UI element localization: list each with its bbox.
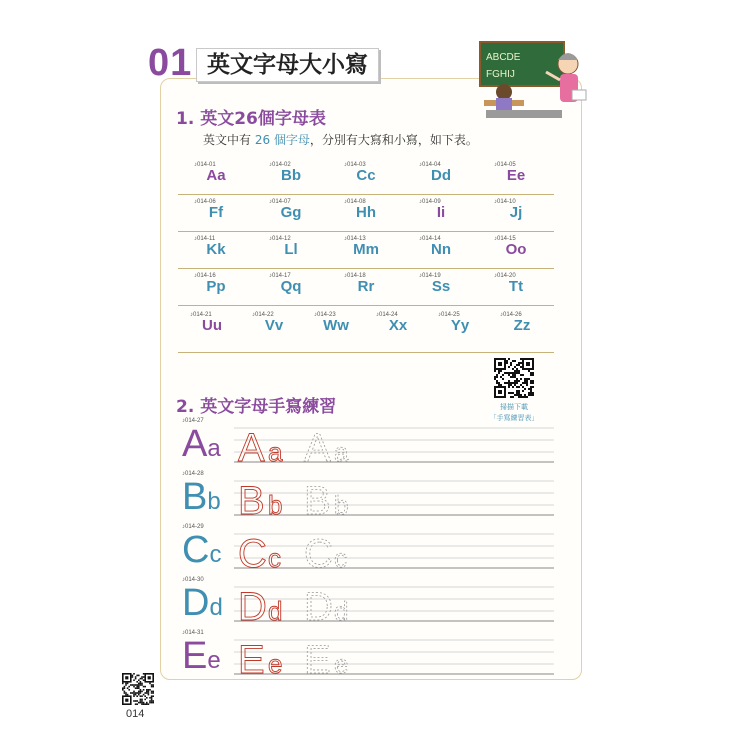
trace-lowercase-guided: c <box>268 543 281 570</box>
letter-pair: Gg <box>280 204 302 221</box>
letter-cell[interactable] <box>186 236 246 258</box>
qr-caption-line1: 掃描下載 <box>500 403 528 411</box>
audio-track-code: ♪014-29 <box>182 524 204 530</box>
trace-lowercase-dotted: d <box>334 596 349 623</box>
audio-track-code: ♪014-28 <box>182 471 204 477</box>
letter-pair: Bb <box>281 167 301 184</box>
letter-pair: Zz <box>513 317 531 334</box>
letter-cell[interactable] <box>186 199 246 221</box>
model-letter <box>182 581 223 630</box>
letter-pair: Qq <box>280 278 302 295</box>
board-text-line2: FGHIJ <box>486 69 515 80</box>
audio-track-code: ♪014-02 <box>269 162 291 168</box>
intro-text-before: 英文中有 <box>203 133 255 147</box>
audio-track-code: ♪014-12 <box>269 236 291 242</box>
writing-lines[interactable] <box>234 583 554 623</box>
letter-cell[interactable] <box>244 312 304 334</box>
audio-track-code: ♪014-17 <box>269 273 291 279</box>
audio-track-code: ♪014-20 <box>494 273 516 279</box>
letter-cell[interactable] <box>411 273 471 295</box>
letter-cell[interactable] <box>486 199 546 221</box>
letter-pair: Yy <box>450 317 470 334</box>
letter-cell[interactable] <box>492 312 552 334</box>
letter-cell[interactable] <box>261 236 321 258</box>
audio-track-code: ♪014-11 <box>194 236 216 242</box>
letter-pair: Uu <box>202 317 222 334</box>
letter-cell[interactable] <box>486 162 546 184</box>
letter-pair: Kk <box>206 241 226 258</box>
letter-pair: Ee <box>506 167 526 184</box>
intro-text-after: ，分別有大寫和小寫，如下表。 <box>309 133 478 147</box>
letter-cell[interactable] <box>336 199 396 221</box>
chapter-title: 英文字母大小寫 <box>196 48 379 82</box>
trace-letters-guided: D <box>238 585 267 623</box>
audio-track-code: ♪014-03 <box>344 162 366 168</box>
letter-pair: Ss <box>431 278 451 295</box>
page-qr-code[interactable] <box>122 673 154 705</box>
trace-letters-guided: E <box>238 638 265 676</box>
trace-lowercase-dotted: a <box>334 437 349 464</box>
alphabet-row <box>178 195 554 232</box>
letter-cell[interactable] <box>411 199 471 221</box>
letter-cell[interactable] <box>411 162 471 184</box>
letter-pair: Ll <box>284 241 298 258</box>
trace-letters-dotted: B <box>304 479 331 517</box>
audio-track-code: ♪014-14 <box>419 236 441 242</box>
audio-track-code: ♪014-24 <box>376 312 398 318</box>
audio-track-code: ♪014-18 <box>344 273 366 279</box>
audio-track-code: ♪014-01 <box>194 162 216 168</box>
trace-letters-guided: A <box>238 426 265 464</box>
audio-track-code: ♪014-19 <box>419 273 441 279</box>
model-letter <box>182 475 221 524</box>
trace-letters-guided: B <box>238 479 265 517</box>
alphabet-row <box>178 308 554 353</box>
letter-cell[interactable] <box>336 273 396 295</box>
alphabet-row <box>178 269 554 306</box>
letter-cell[interactable] <box>261 162 321 184</box>
trace-lowercase-guided: d <box>268 596 283 623</box>
alphabet-row <box>178 158 554 195</box>
letter-pair: Aa <box>206 167 226 184</box>
letter-cell[interactable] <box>306 312 366 334</box>
audio-track-code: ♪014-07 <box>269 199 291 205</box>
trace-letters-dotted: A <box>304 426 331 464</box>
section2-title: 2. 英文字母手寫練習 <box>176 397 337 417</box>
letter-pair: Oo <box>505 241 527 258</box>
letter-cell[interactable] <box>186 162 246 184</box>
letter-cell[interactable] <box>486 236 546 258</box>
trace-letters-dotted: C <box>304 532 333 570</box>
lowercase-letter: c <box>209 541 222 568</box>
section1-intro <box>203 131 478 148</box>
practice-row <box>178 577 554 631</box>
model-letter <box>182 422 221 471</box>
chapter-number: 01 <box>148 42 193 84</box>
uppercase-letter: D <box>182 582 210 624</box>
trace-lowercase-dotted: e <box>334 649 349 676</box>
qr-caption <box>474 402 554 424</box>
trace-lowercase-guided: b <box>268 490 283 517</box>
letter-pair: Jj <box>509 204 523 221</box>
audio-track-code: ♪014-08 <box>344 199 366 205</box>
alphabet-row <box>178 232 554 269</box>
intro-highlight: 26 個字母 <box>254 133 310 147</box>
audio-track-code: ♪014-10 <box>494 199 516 205</box>
model-letter <box>182 634 221 683</box>
practice-row <box>178 471 554 525</box>
letter-pair: Nn <box>431 241 451 258</box>
letter-cell[interactable] <box>411 236 471 258</box>
letter-cell[interactable] <box>186 273 246 295</box>
letter-pair: Tt <box>508 278 524 295</box>
lowercase-letter: b <box>207 488 221 515</box>
audio-track-code: ♪014-30 <box>182 577 204 583</box>
audio-track-code: ♪014-16 <box>194 273 216 279</box>
audio-track-code: ♪014-15 <box>494 236 516 242</box>
uppercase-letter: E <box>182 635 208 677</box>
letter-pair: Dd <box>431 167 451 184</box>
audio-track-code: ♪014-23 <box>314 312 336 318</box>
letter-pair: Ww <box>323 317 349 334</box>
letter-pair: Hh <box>356 204 376 221</box>
trace-lowercase-guided: a <box>268 437 283 464</box>
letter-pair: Mm <box>353 241 379 258</box>
audio-track-code: ♪014-13 <box>344 236 366 242</box>
audio-track-code: ♪014-22 <box>252 312 274 318</box>
lowercase-letter: a <box>207 435 221 462</box>
audio-track-code: ♪014-25 <box>438 312 460 318</box>
letter-cell[interactable] <box>430 312 490 334</box>
trace-letters-guided: C <box>238 532 267 570</box>
letter-pair: Ff <box>208 204 224 221</box>
letter-cell[interactable] <box>336 162 396 184</box>
letter-pair: Rr <box>357 278 375 295</box>
board-text-line1: ABCDE <box>486 52 521 63</box>
audio-track-code: ♪014-21 <box>190 312 212 318</box>
audio-track-code: ♪014-27 <box>182 418 204 424</box>
audio-track-code: ♪014-06 <box>194 199 216 205</box>
model-letter <box>182 528 221 577</box>
writing-lines[interactable] <box>234 424 554 464</box>
lowercase-letter: d <box>209 594 223 621</box>
letter-pair: Pp <box>206 278 226 295</box>
qr-code-download[interactable] <box>494 358 534 398</box>
trace-lowercase-dotted: c <box>334 543 347 570</box>
writing-lines[interactable] <box>234 477 554 517</box>
letter-cell[interactable] <box>486 273 546 295</box>
trace-letters-dotted: D <box>304 585 333 623</box>
practice-row <box>178 524 554 578</box>
alphabet-table <box>178 158 554 353</box>
trace-lowercase-guided: e <box>268 649 283 676</box>
letter-cell[interactable] <box>261 273 321 295</box>
writing-lines[interactable] <box>234 530 554 570</box>
letter-cell[interactable] <box>182 312 242 334</box>
practice-row <box>178 630 554 684</box>
letter-cell[interactable] <box>261 199 321 221</box>
lowercase-letter: e <box>207 647 221 674</box>
uppercase-letter: A <box>182 423 208 465</box>
audio-track-code: ♪014-31 <box>182 630 204 636</box>
trace-lowercase-dotted: b <box>334 490 349 517</box>
audio-track-code: ♪014-09 <box>419 199 441 205</box>
uppercase-letter: C <box>182 529 210 571</box>
trace-letters-dotted: E <box>304 638 331 676</box>
qr-caption-line2: 「手寫練習表」 <box>489 414 539 422</box>
letter-cell[interactable] <box>336 236 396 258</box>
audio-track-code: ♪014-05 <box>494 162 516 168</box>
letter-pair: Cc <box>356 167 376 184</box>
letter-pair: Ii <box>436 204 446 221</box>
audio-track-code: ♪014-04 <box>419 162 441 168</box>
letter-cell[interactable] <box>368 312 428 334</box>
page-number: 014 <box>126 708 145 720</box>
uppercase-letter: B <box>182 476 208 518</box>
letter-pair: Xx <box>388 317 408 334</box>
audio-track-code: ♪014-26 <box>500 312 522 318</box>
section1-title: 1. 英文26個字母表 <box>176 109 326 129</box>
teacher-chalkboard-illustration <box>476 40 592 132</box>
letter-pair: Vv <box>264 317 284 334</box>
writing-lines[interactable] <box>234 636 554 676</box>
